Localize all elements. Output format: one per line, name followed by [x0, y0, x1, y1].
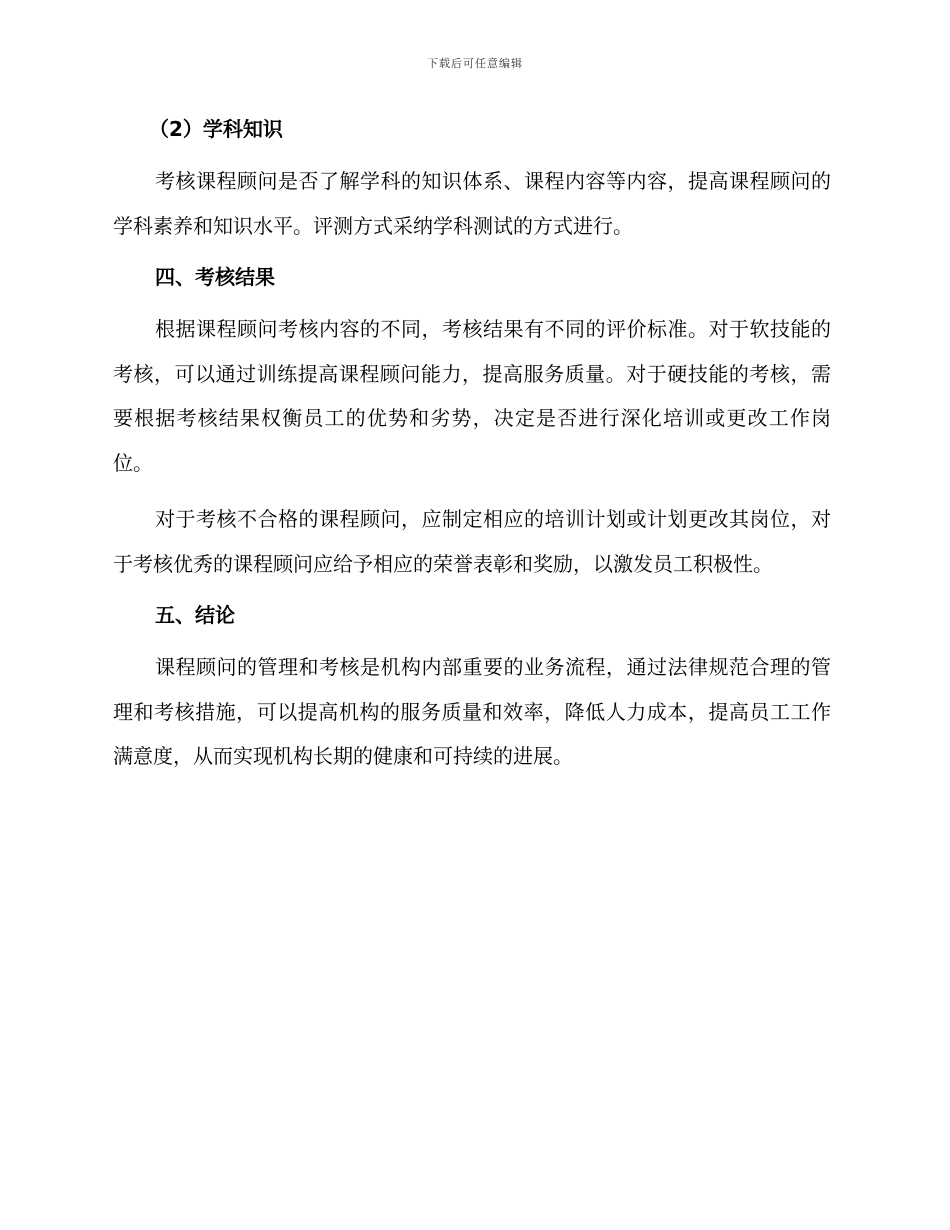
paragraph: 考核课程顾问是否了解学科的知识体系、课程内容等内容，提高课程顾问的学科素养和知识水平。评测方式采纳学科测试的方式进行。 [113, 169, 831, 238]
paragraph: 对于考核不合格的课程顾问，应制定相应的培训计划或计划更改其岗位，对于考核优秀的课程顾问应给予相应的荣誉表彰和奖励，以激发员工积极性。 [113, 507, 831, 576]
paragraph: 课程顾问的管理和考核是机构内部重要的业务流程，通过法律规范合理的管理和考核措施，可以提高机构的服务质量和效率，降低人力成本，提高员工工作满意度，从而实现机构长期的健康和可持续的进展。 [113, 655, 831, 768]
section-heading-conclusion: 五、结论 [155, 603, 235, 627]
header-note: 下载后可任意编辑 [427, 57, 523, 70]
paragraph: 根据课程顾问考核内容的不同，考核结果有不同的评价标准。对于软技能的考核，可以通过训练提高课程顾问能力，提高服务质量。对于硬技能的考核，需要根据考核结果权衡员工的优势和劣势，决定是否进行深化培训或更改工作岗位。 [113, 317, 831, 475]
section-heading-subject-knowledge: （2）学科知识 [149, 117, 283, 141]
section-heading-assessment-results: 四、考核结果 [155, 265, 275, 289]
document-body [113, 112, 831, 791]
